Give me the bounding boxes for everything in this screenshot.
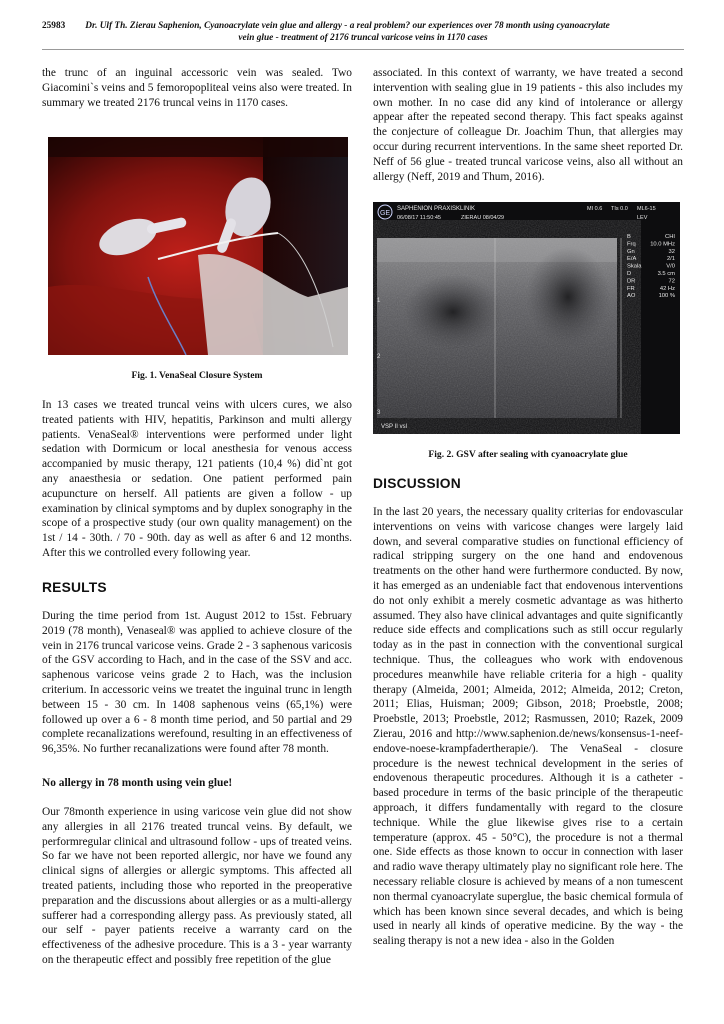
- us-param-label: Frq: [627, 241, 636, 248]
- paragraph-text: In the last 20 years, the necessary quality criterias for endovascular interventions on veins with varicose changes were largely laid down, and several comparative studies on functional efficiency of radical stripping surgery on the one hand and endovenous treatments on the other hand were furthermore conducted. By now, it has emerged as an undeniable fact that endovenous interventions do not only exhibit a merely cosmetic advantage as was hitherto assumed. They also have clinical advantages and quite significantly reduce side effects and complications such as still occur regularly today as in the past in connection with the conventional surgical technique. Thus, the colleagues who work with endovenous procedures meanwhile have reliable criteria for a high - quality therapy (Almeida, 2001; Almeida, 2012; Almeida, 2012; Creton, 2011; Elias, Huisman; 2009; Gibson, 2018; Proebstle, 2008; Proebstle, 2013; Proebstle, 2012; Rasmussen, 2010; Razek, 2009 Zierau, 2016 and http://www.saphenion.de/news/konsensus-1-neef-endove-noese-krampfadertherapie/). The VenaSeal - closure procedure is the newest technical development in the series of endovenous therapeutic procedures. Although it is a catheter - based procedure in terms of the basic principle of the therapeutic approach, it differs fundamentally with regard to the closure technique. While the glue likewise gives rise to a certain temperature (approx. 45 - 50°C), the procedure is not a thermal one. Side effects as those known to occur in connection with laser and radio wave therapy ultimately play no significant role here. The necessary reliable closure is achieved by means of a non tumescent non thermal cyanoacrylate superglue, the basic chemical formula of which has been known since several decades, and which is being used in nearly all kinds of operative medicine. By the way - the sealing therapy is not a new idea - also in the Golden: [373, 506, 683, 948]
- figure-1-caption: Fig. 1. VenaSeal Closure System: [131, 370, 263, 381]
- figure-1-photo: [48, 137, 348, 355]
- us-operator: ZIERAU 08/04/29: [461, 215, 505, 221]
- us-param-value: V/0: [666, 263, 675, 270]
- us-param-label: Gn: [627, 248, 635, 255]
- right-paragraph-1: [373, 66, 683, 184]
- discussion-section: [373, 476, 683, 491]
- us-param-label: DR: [627, 278, 636, 285]
- left-paragraph-1: [42, 66, 352, 110]
- us-depth-mark: 2: [377, 354, 381, 360]
- us-datetime: 06/08/17 11:50:45: [397, 215, 441, 221]
- us-probe: ML6-15: [637, 206, 656, 212]
- us-param-value: 100 %: [658, 293, 675, 300]
- paragraph-text: In 13 cases we treated truncal veins with ulcers cures, we also treated patients with HIV, hepatitis, Parkinson and multi allergy patients. VenaSeal® interventions were performed under light sedation with Dormicum or local anesthesia for venous access accompanied by music therapy, 121 patients (10,4 %) did`nt got any anaesthesia or sedation. One patient performed pain acupuncture on herself. All patients are given a follow - up examination by clinical symptoms and by duplex sonography in the scope of a prospective study (our own quality management) on the 1st / 14 - 30th. / 70 - 90th. day as well as after 6 and 12 months. After this we controlled every following year.: [42, 399, 352, 559]
- us-param-label: AO: [627, 293, 636, 300]
- left-paragraph-4: [42, 805, 352, 968]
- us-param-label: FR: [627, 285, 635, 292]
- header-title-line2: vein glue - treatment of 2176 truncal varicose veins in 1170 cases: [238, 33, 488, 43]
- header-divider: [42, 49, 684, 50]
- discussion-heading: DISCUSSION: [373, 476, 461, 491]
- header-title-line1: Dr. Ulf Th. Zierau Saphenion, Cyanoacrylate vein glue and allergy - a real problem? our experiences over 78 month using cyanoacrylate: [85, 21, 610, 31]
- us-mi: MI 0.6: [587, 206, 603, 212]
- allergy-subsection: [42, 777, 352, 789]
- left-paragraph-2: [42, 398, 352, 561]
- page-number: 25983: [42, 21, 66, 31]
- us-param-label: E/A: [627, 256, 637, 263]
- right-paragraph-2: [373, 505, 683, 949]
- paragraph-text: associated. In this context of warranty, we have treated a second intervention with sealing glue in 19 patients - this also includes my own mother. In no case did any kind of intolerance or allergy appear after the repeated second therapy. This fact speaks against the conjecture of colleague Dr. Joachim Thun, that allergies may occur during recurrent interventions. In the same sheet reported Dr. Neff of 56 glue - treated truncal varicose veins, also all without an allergy (Neff, 2019 and Thum, 2016).: [373, 67, 683, 183]
- ultrasound-image: [373, 202, 680, 434]
- us-depth-mark: 1: [377, 298, 381, 304]
- paragraph-text: Our 78month experience in using varicose vein glue did not show any allergies in all 2176 treated truncal veins. By default, we performregular clinical and ultrasound follow - ups of treated veins. So far we have not been reported allergic, nor have we found any clinical signs of allergies or allergic symptoms. This affected all treated patients, including those who reported in the preoperative preparation and the discussions about allergies or as a multi-allergy sufferer had a corresponding allergy pass. As previously stated, all our self - payer patients receive a warranty card on the effectiveness of the adhesive procedure. This is a 3 - year warranty on the therapeutic effect and possibly free repetition of the glue: [42, 806, 352, 966]
- results-section: [42, 580, 352, 595]
- allergy-subheading: No allergy in 78 month using vein glue!: [42, 777, 233, 789]
- us-param-label: B: [627, 234, 631, 240]
- us-param-value: 2/1: [666, 256, 675, 263]
- figure-2-ultrasound: [373, 202, 680, 434]
- us-param-value: 72: [668, 278, 675, 285]
- us-clinic: SAPHENION PRAXISKLINIK: [397, 206, 476, 212]
- us-param-value: 42 Hz: [659, 285, 675, 292]
- us-mode: LEV: [637, 215, 648, 221]
- us-depth-mark: 3: [377, 410, 381, 416]
- paragraph-text: During the time period from 1st. August 2012 to 15st. February 2019 (78 month), Venaseal® was applied to achieve closure of the vein in 2176 truncal varicose veins. Grade 2 - 3 saphenous varicosis of the GSV according to Hach, and in the case of the SSV and acc. saphenous varicose veins grade 2 to Hach, was the inclusion criterium. In accessoric veins we treatet the inguinal trunc in length between 15 - 30 cm. In 1408 saphenous veins (65,1%) were followed up over a 6 - 8 month time period, and 50 partial and 29 complete recanalizations werefound, resulting in an effectiveness of 96,35%. No further recanalizations were found after 78 month.: [42, 610, 352, 756]
- results-heading: RESULTS: [42, 580, 107, 595]
- paragraph-text: the trunc of an inguinal accessoric vein was sealed. Two Giacomini`s veins and 5 femoropopliteal veins also were treated. In summary we treated 2176 truncal veins in 1170 cases.: [42, 67, 352, 109]
- us-param-label: D: [627, 271, 632, 277]
- us-param-label: Skala: [627, 263, 642, 270]
- us-param-value: 10.0 MHz: [650, 241, 675, 248]
- us-param-value: 3.5 cm: [657, 271, 675, 277]
- venaseal-photo-image: [48, 137, 348, 355]
- us-param-value: CHI: [665, 234, 675, 240]
- left-paragraph-3: [42, 609, 352, 757]
- figure-2-caption: Fig. 2. GSV after sealing with cyanoacrylate glue: [428, 449, 628, 460]
- us-tis: TIs 0.0: [611, 206, 628, 212]
- us-param-value: 32: [668, 248, 675, 255]
- running-header: [42, 20, 684, 44]
- us-bottom-label: VSP II vsl: [381, 424, 407, 430]
- ge-logo-text: GE: [379, 210, 391, 217]
